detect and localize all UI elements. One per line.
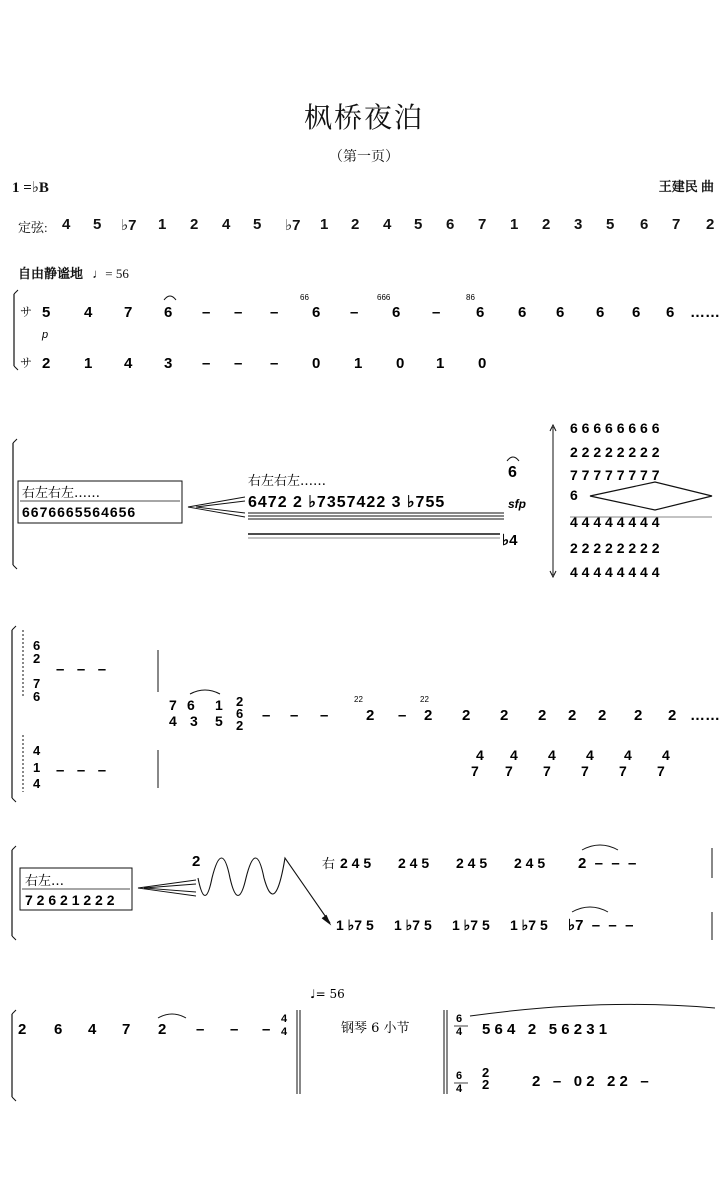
system-3-upper-notes	[262, 707, 720, 724]
lower-group-1: 1 ♭7 5	[336, 917, 374, 933]
time-sig-a-bot: 4	[281, 1026, 288, 1038]
tuning-note: 7	[672, 216, 681, 233]
note: 2	[424, 707, 433, 724]
tuning-note: 5	[93, 216, 102, 233]
note: –	[202, 355, 211, 372]
note: –	[270, 355, 279, 372]
note: ……	[690, 707, 720, 724]
tuning-notes	[0, 216, 728, 246]
lower-group-2: 1 ♭7 5	[394, 917, 432, 933]
tuning-note: 1	[158, 216, 167, 233]
page-subtitle: （第一页）	[329, 150, 399, 165]
grace-notes-b: 666	[377, 293, 391, 302]
note: 2	[668, 707, 677, 724]
chord-upper-4: 6	[33, 689, 41, 704]
note: –	[230, 1021, 239, 1038]
note: 0	[478, 355, 487, 372]
low-note: ♭4	[502, 532, 518, 549]
tuning-note: 1	[320, 216, 329, 233]
pair-bot-1: 4	[169, 713, 177, 729]
note: 2	[598, 707, 607, 724]
grace-22: 22	[354, 695, 363, 704]
tempo-value-5: ♩= 56	[310, 987, 345, 1001]
tuning-note: ♭7	[121, 217, 137, 234]
note: 6	[666, 304, 675, 321]
lower-pair-note: 7	[471, 763, 479, 779]
system-1-upper-notes	[42, 304, 720, 321]
lower-chord-2: 1	[33, 760, 41, 775]
grace-notes-c: 86	[466, 293, 475, 302]
note: –	[196, 1021, 205, 1038]
tuning-note: 6	[446, 216, 455, 233]
note: 6	[556, 304, 565, 321]
system-4	[0, 838, 728, 948]
trem-low-1: 4 4 4 4 4 4 4 4	[570, 514, 660, 530]
top-note: 2	[192, 853, 201, 870]
key-signature: 1 =♭B	[12, 180, 49, 196]
note: 6	[164, 304, 173, 321]
crescendo-diamond	[590, 482, 712, 510]
note: 0	[312, 355, 321, 372]
note: 2	[158, 1021, 167, 1038]
upper-group-2: 2 4 5	[398, 855, 430, 871]
tuning-note: 2	[706, 216, 715, 233]
note: –	[234, 355, 243, 372]
note: –	[262, 1021, 271, 1038]
chord-b-3: 2	[236, 718, 244, 733]
note: 6	[476, 304, 485, 321]
trem-row-1: 6 6 6 6 6 6 6 6	[570, 420, 660, 436]
lower-pair-note: 7	[619, 763, 627, 779]
upper-group-4: 2 4 5	[514, 855, 546, 871]
note: 6	[518, 304, 527, 321]
note: 6	[312, 304, 321, 321]
upper-end: 2 – – –	[578, 855, 637, 872]
tuning-note: 5	[606, 216, 615, 233]
dynamic-mark: p	[42, 329, 49, 341]
note: –	[202, 304, 211, 321]
pair-top-2: 6	[187, 697, 195, 713]
page-title: 枫桥夜泊	[303, 101, 424, 134]
note: 1	[84, 355, 93, 372]
tuning-note: 4	[62, 216, 71, 233]
note: 6	[392, 304, 401, 321]
trem-row-2: 2 2 2 2 2 2 2 2	[570, 444, 660, 460]
lower-pair-note: 4	[624, 747, 632, 763]
note: 2	[568, 707, 577, 724]
note: –	[398, 707, 407, 724]
pair-top-3: 1	[215, 697, 223, 713]
system-5	[0, 982, 728, 1102]
upper-dashes: – – –	[56, 661, 107, 678]
tuning-note: 5	[414, 216, 423, 233]
tuning-note: ♭7	[285, 217, 301, 234]
chord-b-1: 2	[236, 694, 244, 709]
lower-group-4: 1 ♭7 5	[510, 917, 548, 933]
note: 2	[18, 1021, 27, 1038]
note: –	[270, 304, 279, 321]
note: 1	[436, 355, 445, 372]
note: 2	[42, 355, 51, 372]
chord-upper-2: 2	[33, 651, 41, 666]
system-1-lower-notes	[42, 355, 486, 372]
note: 2	[366, 707, 375, 724]
note: 2	[500, 707, 509, 724]
tempo-value: ♩= 56	[92, 266, 129, 281]
note: –	[432, 304, 441, 321]
tuning-note: 6	[640, 216, 649, 233]
lower-pair-note: 4	[548, 747, 556, 763]
lower-dashes: – – –	[56, 762, 107, 779]
lower-pair-note: 4	[662, 747, 670, 763]
composer: 王建民 曲	[658, 179, 714, 194]
tuning-note: 1	[510, 216, 519, 233]
lower-group-3: 1 ♭7 5	[452, 917, 490, 933]
upper-group-3: 2 4 5	[456, 855, 488, 871]
note: –	[262, 707, 271, 724]
trem-row-4: 6	[570, 487, 578, 503]
lower-chord-5a: 2	[482, 1065, 490, 1080]
note: 3	[164, 355, 173, 372]
note: –	[234, 304, 243, 321]
trem-low-3: 4 4 4 4 4 4 4 4	[570, 564, 660, 580]
lower-clef: サ	[20, 356, 33, 370]
time-sig-c-bot: 4	[456, 1083, 463, 1095]
note: 2	[462, 707, 471, 724]
tuning-note: 7	[478, 216, 487, 233]
note: ……	[690, 304, 720, 321]
lower-end: ♭7 – – –	[568, 917, 634, 934]
lower-pair-note: 7	[581, 763, 589, 779]
box-label: 右左右左……	[22, 486, 101, 501]
time-sig-b-bot: 4	[456, 1026, 463, 1038]
note: 6	[54, 1021, 63, 1038]
note: 6	[596, 304, 605, 321]
note: 4	[84, 304, 93, 321]
time-sig-a-top: 4	[281, 1013, 288, 1025]
glissando-curve	[198, 858, 330, 923]
tuning-note: 4	[222, 216, 231, 233]
trem-row-3: 7 7 7 7 7 7 7 7	[570, 467, 660, 483]
hand-label: 右	[322, 857, 336, 872]
pair-bot-3: 5	[215, 713, 223, 729]
fermata	[164, 296, 176, 300]
note: 0	[396, 355, 405, 372]
box-label-4: 右左…	[25, 874, 65, 889]
lower-pair-note: 4	[510, 747, 518, 763]
fermata-note: 6	[508, 464, 517, 481]
chord-upper-3: 7	[33, 676, 41, 691]
note: –	[320, 707, 329, 724]
note: 5	[42, 304, 51, 321]
pair-bot-2: 3	[190, 713, 198, 729]
note: –	[290, 707, 299, 724]
upper-clef: サ	[20, 305, 33, 319]
note: 1	[354, 355, 363, 372]
trem-low-2: 2 2 2 2 2 2 2 2	[570, 540, 660, 556]
box-notes-4: 7 2 6 2 1 2 2 2	[25, 892, 115, 908]
chord-upper-1: 6	[33, 638, 41, 653]
note: –	[350, 304, 359, 321]
upper-group-1: 2 4 5	[340, 855, 372, 871]
run-notes: 6472 2 ♭7357422 3 ♭755	[248, 494, 446, 511]
tempo-text: 自由静谧地	[18, 266, 84, 281]
lower-pair-note: 4	[586, 747, 594, 763]
lower-pair-note: 4	[476, 747, 484, 763]
tuning-note: 3	[574, 216, 583, 233]
lower-pair-note: 7	[657, 763, 665, 779]
note: 6	[632, 304, 641, 321]
grace-22b: 22	[420, 695, 429, 704]
tuning-note: 4	[383, 216, 392, 233]
tuning-note: 2	[190, 216, 199, 233]
time-sig-c-top: 6	[456, 1070, 463, 1082]
note: 4	[88, 1021, 97, 1038]
box-notes: 6676665564656	[22, 504, 137, 520]
tuning-note: 2	[351, 216, 360, 233]
sfp-mark: sfp	[508, 497, 526, 511]
piano-text: 钢琴 6 小节	[341, 1021, 410, 1036]
time-sig-b-top: 6	[456, 1013, 463, 1025]
upper-bar: 5 6 4 2 5 6 2 3 1	[482, 1021, 608, 1038]
tuning-note: 2	[542, 216, 551, 233]
grace-notes-a: 66	[300, 293, 309, 302]
lower-chord-5b: 2	[482, 1077, 490, 1092]
note: 7	[124, 304, 133, 321]
tuning-label: 定弦:	[18, 220, 48, 235]
system-1	[0, 280, 728, 380]
note: 2	[634, 707, 643, 724]
run-label: 右左右左……	[248, 474, 327, 489]
note: 2	[538, 707, 547, 724]
system-3	[0, 610, 728, 805]
chord-b-2: 6	[236, 706, 244, 721]
lower-chord-3: 4	[33, 776, 41, 791]
note: 4	[124, 355, 133, 372]
system-5-notes	[18, 1021, 270, 1038]
tuning-note: 5	[253, 216, 262, 233]
pair-top-1: 7	[169, 697, 177, 713]
system-3-lower-notes	[471, 747, 670, 779]
note: 7	[122, 1021, 131, 1038]
lower-pair-note: 7	[505, 763, 513, 779]
lower-bar: 2 – 0 2 2 2 –	[532, 1073, 649, 1090]
lower-chord-1: 4	[33, 743, 41, 758]
system-2	[0, 415, 728, 590]
lower-pair-note: 7	[543, 763, 551, 779]
